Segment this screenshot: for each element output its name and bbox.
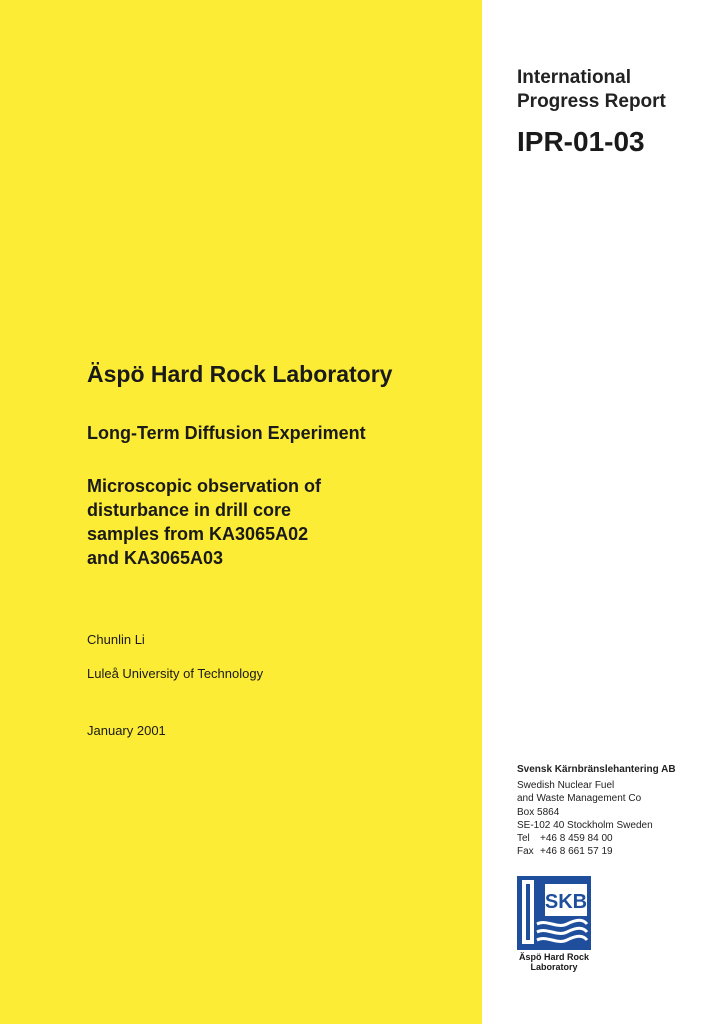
document-title bbox=[87, 474, 321, 570]
title-line: disturbance in drill core bbox=[87, 500, 292, 520]
publisher-line: Box 5864 bbox=[517, 806, 560, 818]
fax-label: Fax bbox=[517, 846, 534, 858]
series-line-1: International bbox=[517, 67, 632, 88]
logo-text: SKB bbox=[544, 891, 588, 913]
logo-caption-line-1: Äspö Hard Rock bbox=[518, 952, 589, 962]
affiliation: Luleå University of Technology bbox=[87, 666, 264, 681]
publisher-line: SE-102 40 Stockholm Sweden bbox=[517, 819, 653, 831]
telephone-row bbox=[517, 832, 676, 845]
logo-caption bbox=[517, 952, 591, 972]
fax-number: +46 8 661 57 19 bbox=[540, 846, 613, 858]
telephone-number: +46 8 459 84 00 bbox=[540, 833, 613, 845]
publisher-line: Swedish Nuclear Fuel bbox=[517, 780, 615, 792]
logo-caption-line-2: Laboratory bbox=[530, 962, 578, 972]
publication-date: January 2001 bbox=[87, 723, 166, 738]
title-line: samples from KA3065A02 bbox=[87, 524, 309, 544]
report-number: IPR-01-03 bbox=[517, 126, 645, 157]
report-series bbox=[517, 66, 666, 114]
publisher-line: and Waste Management Co bbox=[517, 793, 642, 805]
project-subtitle: Long-Term Diffusion Experiment bbox=[87, 423, 366, 443]
title-line: and KA3065A03 bbox=[87, 548, 224, 568]
lab-title: Äspö Hard Rock Laboratory bbox=[87, 361, 393, 387]
skb-logo-icon bbox=[517, 876, 591, 950]
title-line: Microscopic observation of bbox=[87, 476, 322, 496]
series-line-2: Progress Report bbox=[517, 91, 666, 112]
telephone-label: Tel bbox=[517, 833, 530, 845]
publisher-name: Svensk Kärnbränslehantering AB bbox=[517, 764, 676, 775]
publisher-block bbox=[517, 763, 676, 858]
author: Chunlin Li bbox=[87, 632, 145, 647]
fax-row bbox=[517, 845, 676, 858]
